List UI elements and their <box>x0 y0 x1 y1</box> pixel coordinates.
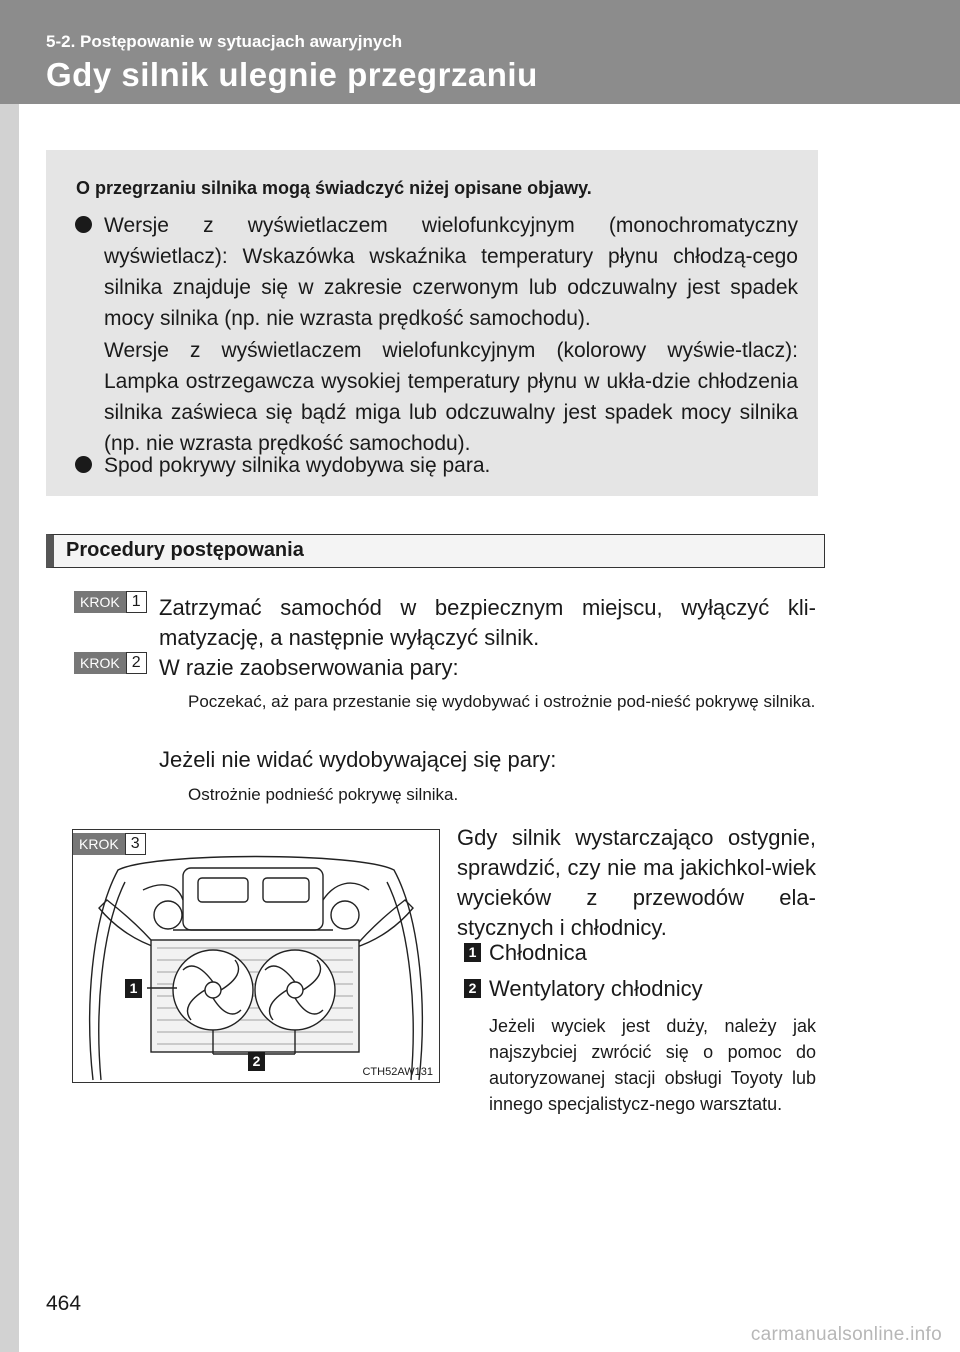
symptoms-intro: O przegrzaniu silnika mogą świadczyć niżej opisane objawy. <box>76 178 592 198</box>
section-label: 5-2. Postępowanie w sytuacjach awaryjnych <box>46 32 403 51</box>
legend-1-label: Chłodnica <box>489 940 587 965</box>
page-header <box>0 0 960 104</box>
figure-code: CTH52AW131 <box>362 1066 433 1078</box>
symptoms-box <box>46 150 818 496</box>
step-2-text-2: Jeżeli nie widać wydobywającej się pary: <box>159 747 557 772</box>
step-2-badge: KROK 2 <box>74 652 147 674</box>
symptom-text-a: Wersje z wyświetlaczem wielofunkcyjnym (monochromatyczny wyświetlacz): Wskazówka wskaźnika temperatury płynu chłodzą-cego silnika znajduje się w zakresie czerwonym lub odczuwalny jest spadek mocy silnika (np. nie wzrasta prędkość samochodu). <box>104 214 798 330</box>
legend-2-label: Wentylatory chłodnicy <box>489 976 703 1001</box>
bullet-dot-icon <box>75 456 92 473</box>
step-3-badge: KROK 3 <box>73 833 146 855</box>
page-title: Gdy silnik ulegnie przegrzaniu <box>46 56 538 93</box>
step-2-text: W razie zaobserwowania pary: <box>159 655 459 680</box>
symptom-text-2: Spod pokrywy silnika wydobywa się para. <box>104 454 491 477</box>
callout-1: 1 <box>125 979 142 998</box>
step-1-text: Zatrzymać samochód w bezpiecznym miejscu, wyłączyć kli-matyzację, a następnie wyłączyć silnik. <box>159 595 816 650</box>
watermark: carmanualsonline.info <box>750 1324 942 1345</box>
step-1-badge: KROK 1 <box>74 591 147 613</box>
step-3-detail: Jeżeli wyciek jest duży, należy jak najszybciej zwrócić się o pomoc do autoryzowanej stacji obsługi Toyoty lub innego specjalistycz-nego warsztatu. <box>489 1016 816 1114</box>
callout-2: 2 <box>248 1052 265 1071</box>
symptom-text-b: Wersje z wyświetlaczem wielofunkcyjnym (kolorowy wyświe-tlacz): Lampka ostrzegawcza wysokiej temperatury płynu w ukła-dzie chłodzenia silnika zaświeca się bądź miga lub odczuwalny jest spadek mocy silnika (np. nie wzrasta prędkość samochodu). <box>104 339 798 455</box>
page-number: 464 <box>46 1292 82 1315</box>
symptom-bullet-1 <box>104 210 798 334</box>
step-2-detail: Poczekać, aż para przestanie się wydobywać i ostrożnie pod-nieść pokrywę silnika. <box>188 692 816 711</box>
engine-radiator-figure <box>72 829 440 1083</box>
side-strip <box>0 104 19 1352</box>
step-3-text: Gdy silnik wystarczająco ostygnie, sprawdzić, czy nie ma jakichkol-wiek wycieków z przewodów ela-stycznych i chłodnicy. <box>457 825 816 940</box>
bullet-dot-icon <box>75 216 92 233</box>
legend-2-number: 2 <box>464 979 481 998</box>
symptom-bullet-1b <box>104 335 798 459</box>
legend-1-number: 1 <box>464 943 481 962</box>
engine-bay-illustration <box>73 830 439 1082</box>
symptom-bullet-2 <box>104 450 798 481</box>
procedure-heading <box>46 534 825 568</box>
step-2-detail-2: Ostrożnie podnieść pokrywę silnika. <box>188 785 459 804</box>
procedure-heading-text: Procedury postępowania <box>66 539 304 561</box>
